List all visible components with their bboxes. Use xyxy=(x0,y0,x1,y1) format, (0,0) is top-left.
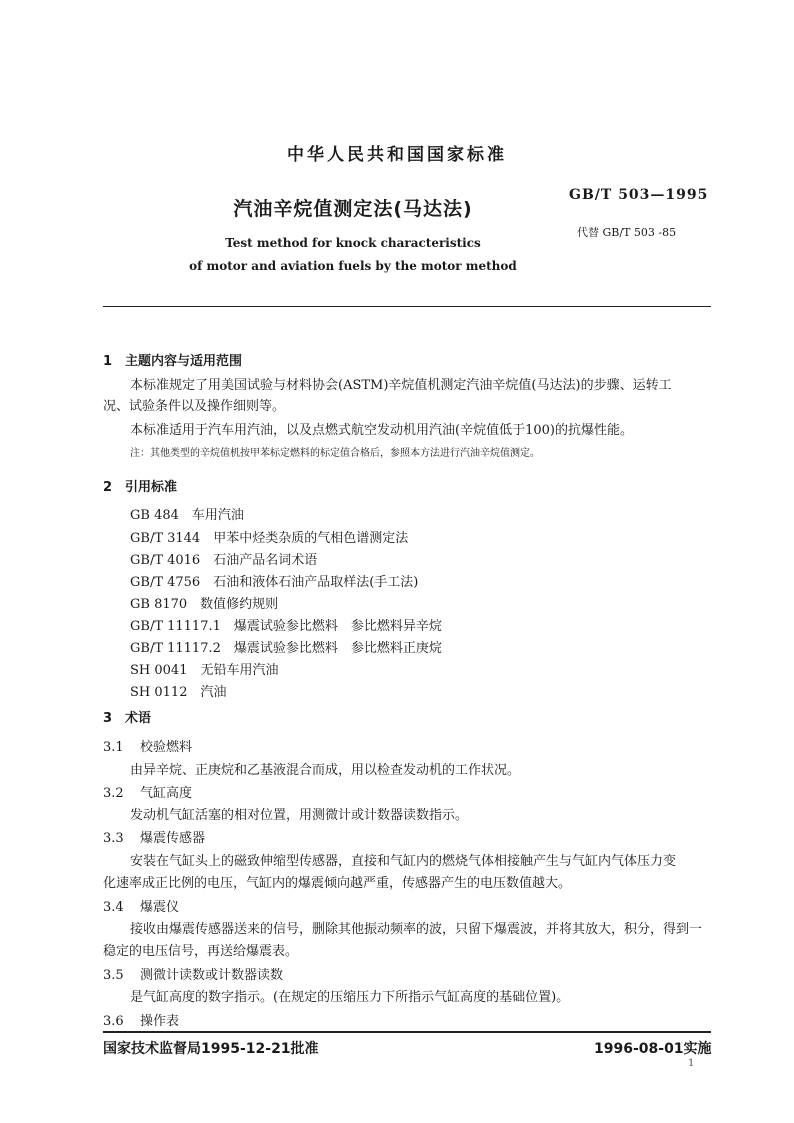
national-standard-title: 中华人民共和国国家标准 xyxy=(287,145,507,165)
section-1-note: 注：其他类型的辛烷值机按甲苯标定燃料的标定值合格后，参照本方法进行汽油辛烷值测定。 xyxy=(130,448,540,459)
reference-item: SH 0041 无铅车用汽油 xyxy=(130,663,279,678)
term-3-3-number: 3.3 xyxy=(103,831,124,846)
section-3-heading: 3 术语 xyxy=(103,711,152,726)
term-3-6-number: 3.6 xyxy=(103,1014,124,1029)
reference-item: GB/T 11117.1 爆震试验参比燃料 参比燃料异辛烷 xyxy=(130,619,442,634)
section-2-heading: 2 引用标准 xyxy=(103,480,178,495)
reference-item: GB/T 3144 甲苯中烃类杂质的气相色谱测定法 xyxy=(130,531,409,546)
header-divider xyxy=(103,306,711,307)
section-1-paragraph-2: 本标准适用于汽车用汽油，以及点燃式航空发动机用汽油(辛烷值低于100)的抗爆性能。 xyxy=(130,423,633,438)
document-title-cn: 汽油辛烷值测定法(马达法) xyxy=(233,198,473,220)
term-3-4-name: 爆震仪 xyxy=(140,900,180,915)
term-3-1-name: 校验燃料 xyxy=(140,740,193,755)
term-3-3-definition-line-1: 安装在气缸头上的磁致伸缩型传感器，直接和气缸内的燃烧气体相接触产生与气缸内气体压力变 xyxy=(130,854,677,869)
term-3-3-definition-line-2: 化速率成正比例的电压，气缸内的爆震倾向越严重，传感器产生的电压数值越大。 xyxy=(103,876,572,891)
term-3-1-number: 3.1 xyxy=(103,740,124,755)
reference-item: GB/T 4756 石油和液体石油产品取样法(手工法) xyxy=(130,575,419,590)
term-3-2-name: 气缸高度 xyxy=(140,786,193,801)
reference-item: GB 8170 数值修约规则 xyxy=(130,597,279,612)
standard-code: GB/T 503—1995 xyxy=(569,187,709,203)
term-3-2-definition: 发动机气缸活塞的相对位置，用测微计或计数器读数指示。 xyxy=(130,808,469,823)
term-3-4-number: 3.4 xyxy=(103,900,124,915)
document-title-en-line1: Test method for knock characteristics xyxy=(225,236,481,250)
reference-item: GB/T 11117.2 爆震试验参比燃料 参比燃料正庚烷 xyxy=(130,641,442,656)
reference-item: GB 484 车用汽油 xyxy=(130,508,244,523)
term-3-5-number: 3.5 xyxy=(103,968,124,983)
term-3-5-name: 测微计读数或计数器读数 xyxy=(140,968,284,983)
term-3-5-definition: 是气缸高度的数字指示。(在规定的压缩压力下所指示气缸高度的基础位置)。 xyxy=(130,990,570,1005)
term-3-4-definition-line-2: 稳定的电压信号，再送给爆震表。 xyxy=(103,944,299,959)
page-number: 1 xyxy=(688,1058,695,1069)
reference-item: GB/T 4016 石油产品名词术语 xyxy=(130,553,318,568)
section-1-heading: 1 主题内容与适用范围 xyxy=(103,354,243,369)
section-1-paragraph-1-line-1: 本标准规定了用美国试验与材料协会(ASTM)辛烷值机测定汽油辛烷值(马达法)的步骤、运转工 xyxy=(130,378,672,393)
approval-line: 国家技术监督局1995-12-21批准 xyxy=(103,1041,319,1057)
term-3-2-number: 3.2 xyxy=(103,786,124,801)
footer-divider xyxy=(103,1031,711,1033)
effective-date: 1996-08-01实施 xyxy=(594,1041,712,1057)
reference-item: SH 0112 汽油 xyxy=(130,685,227,700)
term-3-4-definition-line-1: 接收由爆震传感器送来的信号，删除其他振动频率的波，只留下爆震波，并将其放大，积分，得到一 xyxy=(130,922,703,937)
term-3-6-name: 操作表 xyxy=(140,1014,180,1029)
replaces-standard: 代替 GB/T 503 -85 xyxy=(577,226,677,239)
document-title-en-line2: of motor and aviation fuels by the motor method xyxy=(189,259,517,273)
term-3-1-definition: 由异辛烷、正庚烷和乙基液混合而成，用以检查发动机的工作状况。 xyxy=(130,763,521,778)
section-1-paragraph-1-line-2: 况、试验条件以及操作细则等。 xyxy=(103,399,286,414)
term-3-3-name: 爆震传感器 xyxy=(140,831,206,846)
